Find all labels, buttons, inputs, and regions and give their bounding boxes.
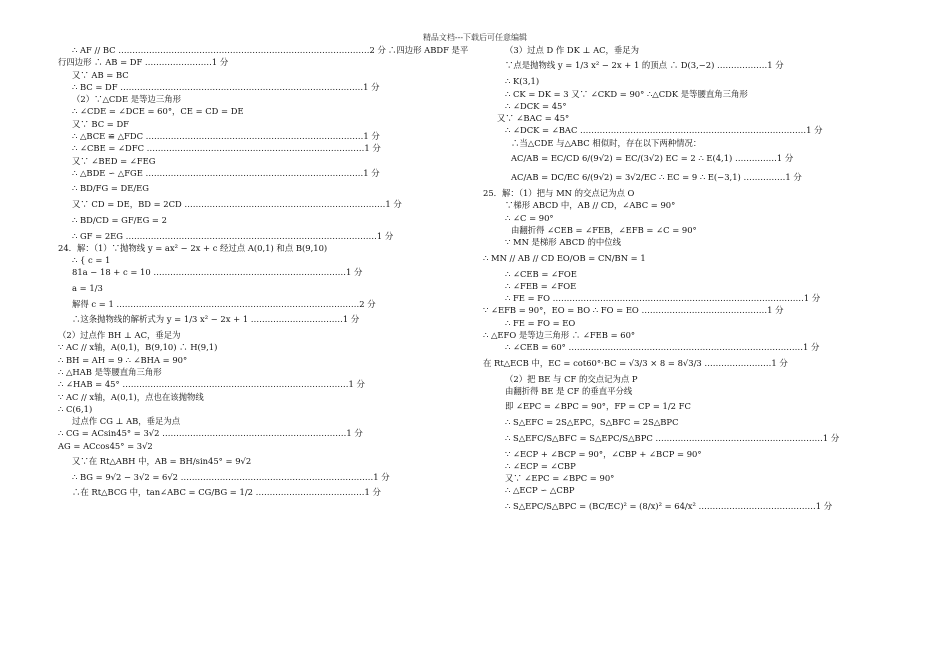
solution-line: ∵ AC // x轴，A(0,1)，B(9,10) ∴ H(9,1) — [58, 342, 218, 353]
solution-line: ∴ MN // AB // CD EO/OB = CN/BN = 1 — [483, 252, 646, 263]
solution-line: ∴四边形 ABDF 是平 — [388, 45, 469, 55]
solution-line: ∴ ∠FEB = ∠FOE — [505, 280, 577, 291]
solution-line: ∴ S△EPC/S△BPC = (BC/EC)² = (8/x)² = 64/x² ……………………………………1 分 — [505, 500, 833, 511]
solution-line: ∴在 Rt△BCG 中，tan∠ABC = CG/BG = 1/2 …………………………………1 分 — [72, 487, 381, 498]
solution-line: 由翻折得 BE 是 CF 的垂直平分线 — [505, 385, 633, 396]
solution-line: ∴ ∠DCK = ∠BAC ………………………………………………………………………1 分 — [505, 125, 823, 136]
solution-line: ∴ ∠HAB = 45° ………………………………………………………………………1 分 — [58, 379, 365, 390]
solution-line: ∴ S△EFC/S△BFC = S△EPC/S△BPC ……………………………………………………1 分 — [505, 432, 840, 443]
solution-line: ∴ △HAB 是等腰直角三角形 — [58, 366, 162, 377]
solution-line: ∴ BH = AH = 9 ∴ ∠BHA = 90° — [58, 354, 188, 365]
solution-line: ∴ ∠CDE = ∠DCE = 60°，CE = CD = DE — [72, 106, 244, 117]
middle-column — [388, 44, 488, 56]
solution-line: 过点作 CG ⊥ AB，垂足为点 — [72, 416, 181, 427]
solution-line: ∴ CG = ACsin45° = 3√2 …………………………………………………………1 分 — [58, 428, 363, 439]
solution-line: ∴ K(3,1) — [505, 76, 540, 87]
solution-line: ∴ C(6,1) — [58, 403, 93, 414]
solution-line: ∵ ∠ECP + ∠BCP = 90°，∠CBP + ∠BCP = 90° — [505, 448, 702, 459]
solution-line: ∴ ∠ECP = ∠CBP — [505, 460, 576, 471]
solution-line: ∴ △BDE ∽ △FGE ……………………………………………………………………1 分 — [72, 167, 380, 178]
solution-line: ∵ MN 是梯形 ABCD 的中位线 — [505, 237, 621, 248]
solution-line: ∴ FE = FO ………………………………………………………………………………1 分 — [505, 293, 821, 304]
solution-line: ∴ GF = 2EG ………………………………………………………………………………1 分 — [72, 230, 394, 241]
solution-line: ∴ ∠CEB = 60° …………………………………………………………………………1 分 — [505, 342, 820, 353]
solution-line: （2）∵△CDE 是等边三角形 — [72, 94, 182, 105]
solution-line: ∵ ∠EFB = 90°，EO = BO ∴ FO = EO ………………………………………1 分 — [483, 305, 784, 316]
solution-line: ∴ FE = FO = EO — [505, 317, 576, 328]
solution-line: ∴ CK = DK = 3 又∵ ∠CKD = 90° ∴△CDK 是等腰直角三角形 — [505, 88, 748, 99]
solution-line: AG = ACcos45° = 3√2 — [58, 440, 153, 451]
solution-line: 解得 c = 1 ……………………………………………………………………………2 分 — [72, 298, 376, 309]
solution-line: ∴当△CDE 与△ABC 相似时，存在以下两种情况： — [511, 137, 702, 148]
solution-line: ∴ ∠CEB = ∠FOE — [505, 268, 577, 279]
solution-line: ∴ BD/CD = GF/EG = 2 — [72, 214, 167, 225]
solution-line: ∴ ∠DCK = 45° — [505, 100, 567, 111]
solution-line: 24．解：（1）∵抛物线 y = ax² − 2x + c 经过点 A(0,1) 和点 B(9,10) — [58, 242, 328, 253]
solution-line: 又∵ ∠BED = ∠FEG — [72, 155, 156, 166]
solution-line: 在 Rt△ECB 中，EC = cot60°·BC = √3/3 × 8 = 8√3/3 ……………………1 分 — [483, 357, 788, 368]
solution-line: 81a − 18 + c = 10 ……………………………………………………………1 分 — [72, 267, 363, 278]
solution-line: 又∵ CD = DE，BD = 2CD ………………………………………………………………1 分 — [72, 199, 402, 210]
solution-line: ∴这条抛物线的解析式为 y = 1/3 x² − 2x + 1 ……………………………1 分 — [72, 314, 360, 325]
solution-line: ∵梯形 ABCD 中，AB // CD，∠ABC = 90° — [505, 200, 676, 211]
solution-line: ∴ ∠CBE = ∠DFC ……………………………………………………………………1 分 — [72, 143, 381, 154]
solution-line: ∵点是抛物线 y = 1/3 x² − 2x + 1 的顶点 ∴ D(3,−2) ………………1 分 — [505, 60, 784, 71]
page-header: 精品文档---下载后可任意编辑 — [422, 33, 528, 42]
solution-line: （3）过点 D 作 DK ⊥ AC，垂足为 — [505, 45, 640, 55]
solution-line: AC/AB = EC/CD 6/(9√2) = EC/(3√2) EC = 2 ∴ E(4,1) ……………1 分 — [511, 153, 794, 164]
solution-line: a = 1/3 — [72, 282, 103, 293]
solution-line: ∴ BD/FG = DE/EG — [72, 183, 149, 194]
solution-line: 25．解：（1）把与 MN 的交点记为点 O — [483, 188, 635, 199]
solution-line: ∴ △BCE ≌ △FDC ……………………………………………………………………1 分 — [72, 131, 380, 142]
solution-line: 行四边形 ∴ AB = DF ……………………1 分 — [58, 57, 229, 68]
solution-line: 由翻折得 ∠CEB = ∠FEB，∠EFB = ∠C = 90° — [511, 224, 697, 235]
right-column — [483, 44, 840, 516]
solution-line: 又∵ ∠EPC = ∠BPC = 90° — [505, 473, 615, 484]
solution-line: ∴ { c = 1 — [72, 255, 111, 266]
solution-line: 又∵ AB = BC — [72, 69, 129, 80]
solution-line: ∴ AF // BC ………………………………………………………………………………2 分 — [72, 45, 386, 55]
solution-line: ∴ S△EFC = 2S△EPC，S△BFC = 2S△BPC — [505, 417, 679, 428]
solution-line: ∴ BG = 9√2 − 3√2 = 6√2 ……………………………………………………………1 分 — [72, 472, 390, 483]
solution-line: 又∵ ∠BAC = 45° — [497, 113, 570, 124]
solution-line: ∴ ∠C = 90° — [505, 212, 554, 223]
solution-line: ∵ AC // x轴，A(0,1)，点也在该抛物线 — [58, 391, 204, 402]
solution-line: ∴ BC = DF ……………………………………………………………………………1 分 — [72, 81, 380, 92]
solution-line: ∴ △ECP ∽ △CBP — [505, 485, 575, 496]
solution-line: 又∵在 Rt△ABH 中，AB = BH/sin45° = 9√2 — [72, 456, 252, 467]
solution-line: 即 ∠EPC = ∠BPC = 90°，FP = CP = 1/2 FC — [505, 401, 691, 412]
solution-line: ∴ △EFO 是等边三角形 ∴ ∠FEB = 60° — [483, 330, 636, 341]
solution-line: （2）把 BE 与 CF 的交点记为点 P — [505, 373, 638, 384]
solution-line: 又∵ BC = DF — [72, 118, 129, 129]
solution-line: （2）过点作 BH ⊥ AC，垂足为 — [58, 330, 181, 341]
left-column — [58, 44, 402, 502]
solution-line: AC/AB = DC/EC 6/(9√2) = 3√2/EC ∴ EC = 9 ∴ E(−3,1) ……………1 分 — [511, 172, 802, 183]
